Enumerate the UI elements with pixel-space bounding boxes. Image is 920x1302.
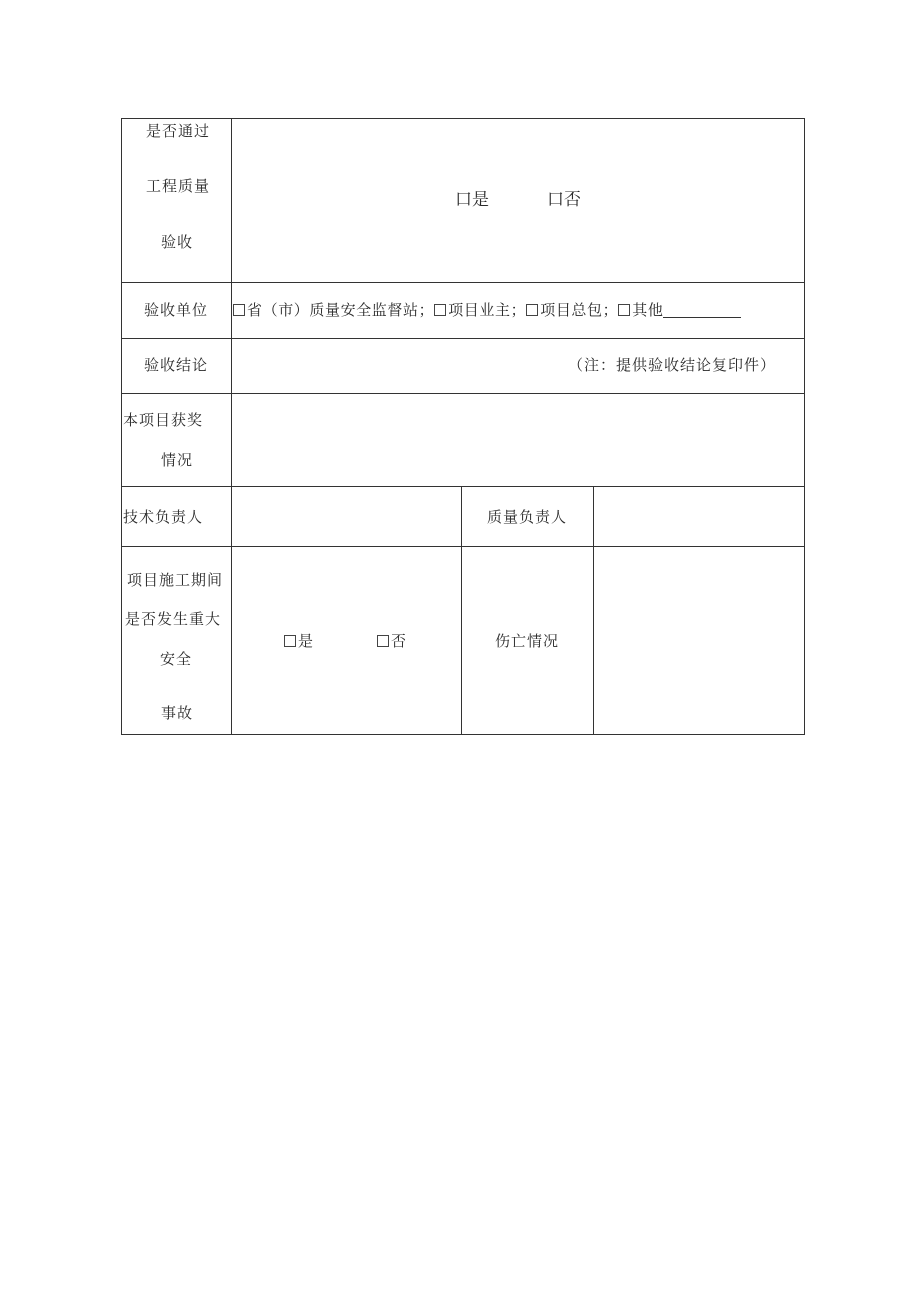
safety-accident-label-2: 是否发生重大: [125, 610, 222, 628]
checkbox-icon[interactable]: [284, 635, 296, 647]
safety-accident-label-4: 事故: [161, 704, 194, 722]
accident-yes-option[interactable]: 是: [284, 632, 314, 650]
project-awards-label-1: 本项目获奖: [123, 411, 204, 429]
checkbox-icon[interactable]: [526, 304, 538, 316]
unit-option-other: 其他: [632, 301, 664, 319]
technical-lead-label: 技术负责人: [123, 508, 204, 526]
unit-option-supervision-station: 省（市）质量安全监督站；: [247, 301, 435, 319]
quality-acceptance-label-3: 验收: [161, 233, 194, 251]
casualty-label: 伤亡情况: [495, 632, 560, 650]
acceptance-no-option[interactable]: 口否: [547, 190, 581, 210]
checkbox-icon[interactable]: [377, 635, 389, 647]
checkbox-icon[interactable]: [618, 304, 630, 316]
quality-lead-label: 质量负责人: [487, 508, 568, 526]
column-divider: [231, 119, 232, 734]
unit-option-general-contractor: 项目总包；: [540, 301, 619, 319]
other-blank-line[interactable]: [663, 303, 741, 318]
quality-acceptance-label-1: 是否通过: [146, 122, 211, 140]
acceptance-yes-option[interactable]: 口是: [455, 190, 489, 210]
quality-acceptance-label-2: 工程质量: [146, 177, 211, 195]
column-divider: [461, 486, 462, 734]
project-awards-label-2: 情况: [161, 451, 194, 469]
checkbox-icon[interactable]: [434, 304, 446, 316]
project-quality-form: [121, 118, 805, 735]
safety-accident-label-1: 项目施工期间: [127, 571, 224, 589]
unit-option-owner: 项目业主；: [448, 301, 527, 319]
column-divider: [593, 486, 594, 734]
safety-accident-label-3: 安全: [160, 650, 193, 668]
row-divider: [122, 393, 804, 394]
row-divider: [122, 546, 804, 547]
acceptance-unit-options: [233, 301, 741, 319]
row-divider: [122, 282, 804, 283]
acceptance-conclusion-note: （注：提供验收结论复印件）: [568, 356, 777, 374]
row-divider: [122, 338, 804, 339]
accident-no-option[interactable]: 否: [377, 632, 407, 650]
checkbox-icon[interactable]: [233, 304, 245, 316]
row-divider: [122, 486, 804, 487]
acceptance-unit-label: 验收单位: [144, 301, 209, 319]
acceptance-conclusion-label: 验收结论: [144, 356, 209, 374]
